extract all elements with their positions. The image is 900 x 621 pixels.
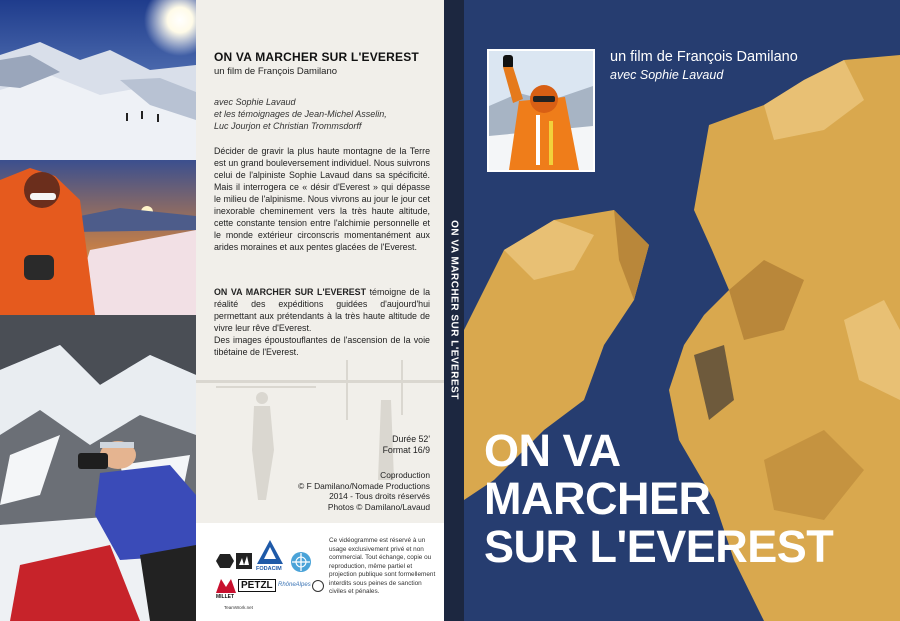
title-line: ON VA xyxy=(484,425,621,476)
synopsis-paragraph-2 xyxy=(214,286,430,358)
front-title xyxy=(484,425,834,572)
synopsis-paragraph: Décider de gravir la plus haute montagne de la Terre est un grand bouleversement individuel. Nous suivrons celui de l'alpiniste Sophie Lavaud dans sa spécificité. Mais il interrogera ce « désir d'Everest » qui dépasse le milieu de l'alpinisme. Nous vivrons au jour le jour cet inexorable cheminement vers la très haute altitude, cette constante tension entre l'alchimie personnelle et le monde extérieur circonscris momentanément aux arides moraines et aux pentes glacées de l'Everest. xyxy=(214,146,430,252)
fodacim-logo xyxy=(256,539,284,565)
millet-logo xyxy=(216,579,236,593)
credit-line: 2014 - Tous droits réservés xyxy=(329,491,430,501)
mountain-photo xyxy=(0,0,196,160)
credit-line: Photos © Damilano/Lavaud xyxy=(327,501,430,512)
spine-title: ON VA MARCHER SUR L'EVEREST xyxy=(448,220,460,400)
millet-label: MILLET xyxy=(216,594,235,600)
back-cast xyxy=(214,96,439,132)
legal-notice: Ce vidéogramme est réservé à un usage exclusivement privé et non commercial. Tout échange, copie ou reproduction, même partiel et projection publique sont formellement interdits sous peines de sanction civiles et pénales. xyxy=(329,537,436,595)
credit-line: © F Damilano/Nomade Productions xyxy=(298,480,430,491)
back-subtitle: un film de François Damilano xyxy=(214,66,338,77)
paragraph-rest: témoigne de la réalité des expéditions guidées d'aujourd'hui permettant aux prétendants à la très haute altitude de vivre leur rêve d'Everest. xyxy=(214,287,431,333)
credits xyxy=(260,470,430,512)
tech-specs xyxy=(280,434,430,456)
sponsor-logos xyxy=(216,537,324,617)
rhone-alpes-logo: RhôneAlpes xyxy=(278,582,311,588)
petzl-logo: PETZL xyxy=(238,579,276,592)
front-cover xyxy=(464,0,900,621)
title-line: SUR L'EVEREST xyxy=(484,521,834,572)
spine xyxy=(444,0,464,621)
cast-line: Luc Jourjon et Christian Trommsdorff xyxy=(214,121,362,131)
credit-line: Coproduction xyxy=(380,470,430,480)
duration: Durée 52' xyxy=(392,434,430,444)
globe-logo xyxy=(290,551,312,573)
title-line: MARCHER xyxy=(484,473,711,524)
front-director: un film de François Damilano xyxy=(610,49,798,65)
climber-photo xyxy=(0,160,196,315)
adidas-logo xyxy=(236,553,252,569)
fodacim-label: FODACIM xyxy=(256,566,282,572)
paragraph-lead: ON VA MARCHER SUR L'EVEREST xyxy=(214,287,366,297)
front-cast: avec Sophie Lavaud xyxy=(610,68,724,82)
cast-line: avec Sophie Lavaud xyxy=(214,97,296,107)
sunrise-photo xyxy=(0,315,196,621)
format: Format 16/9 xyxy=(382,445,430,455)
legal-box xyxy=(196,523,444,621)
hexagon-logo xyxy=(216,553,234,569)
cast-line: et les témoignages de Jean-Michel Asselin, xyxy=(214,109,387,119)
back-cover xyxy=(196,0,444,621)
back-title: ON VA MARCHER SUR L'EVEREST xyxy=(214,50,419,64)
summit-selfie-photo xyxy=(487,49,595,172)
badge-logo xyxy=(312,580,324,592)
paragraph-3: Des images époustouflantes de l'ascension de la voie tibétaine de l'Everest. xyxy=(214,335,430,357)
teamwork-logo: TeamWork.net xyxy=(224,605,253,610)
